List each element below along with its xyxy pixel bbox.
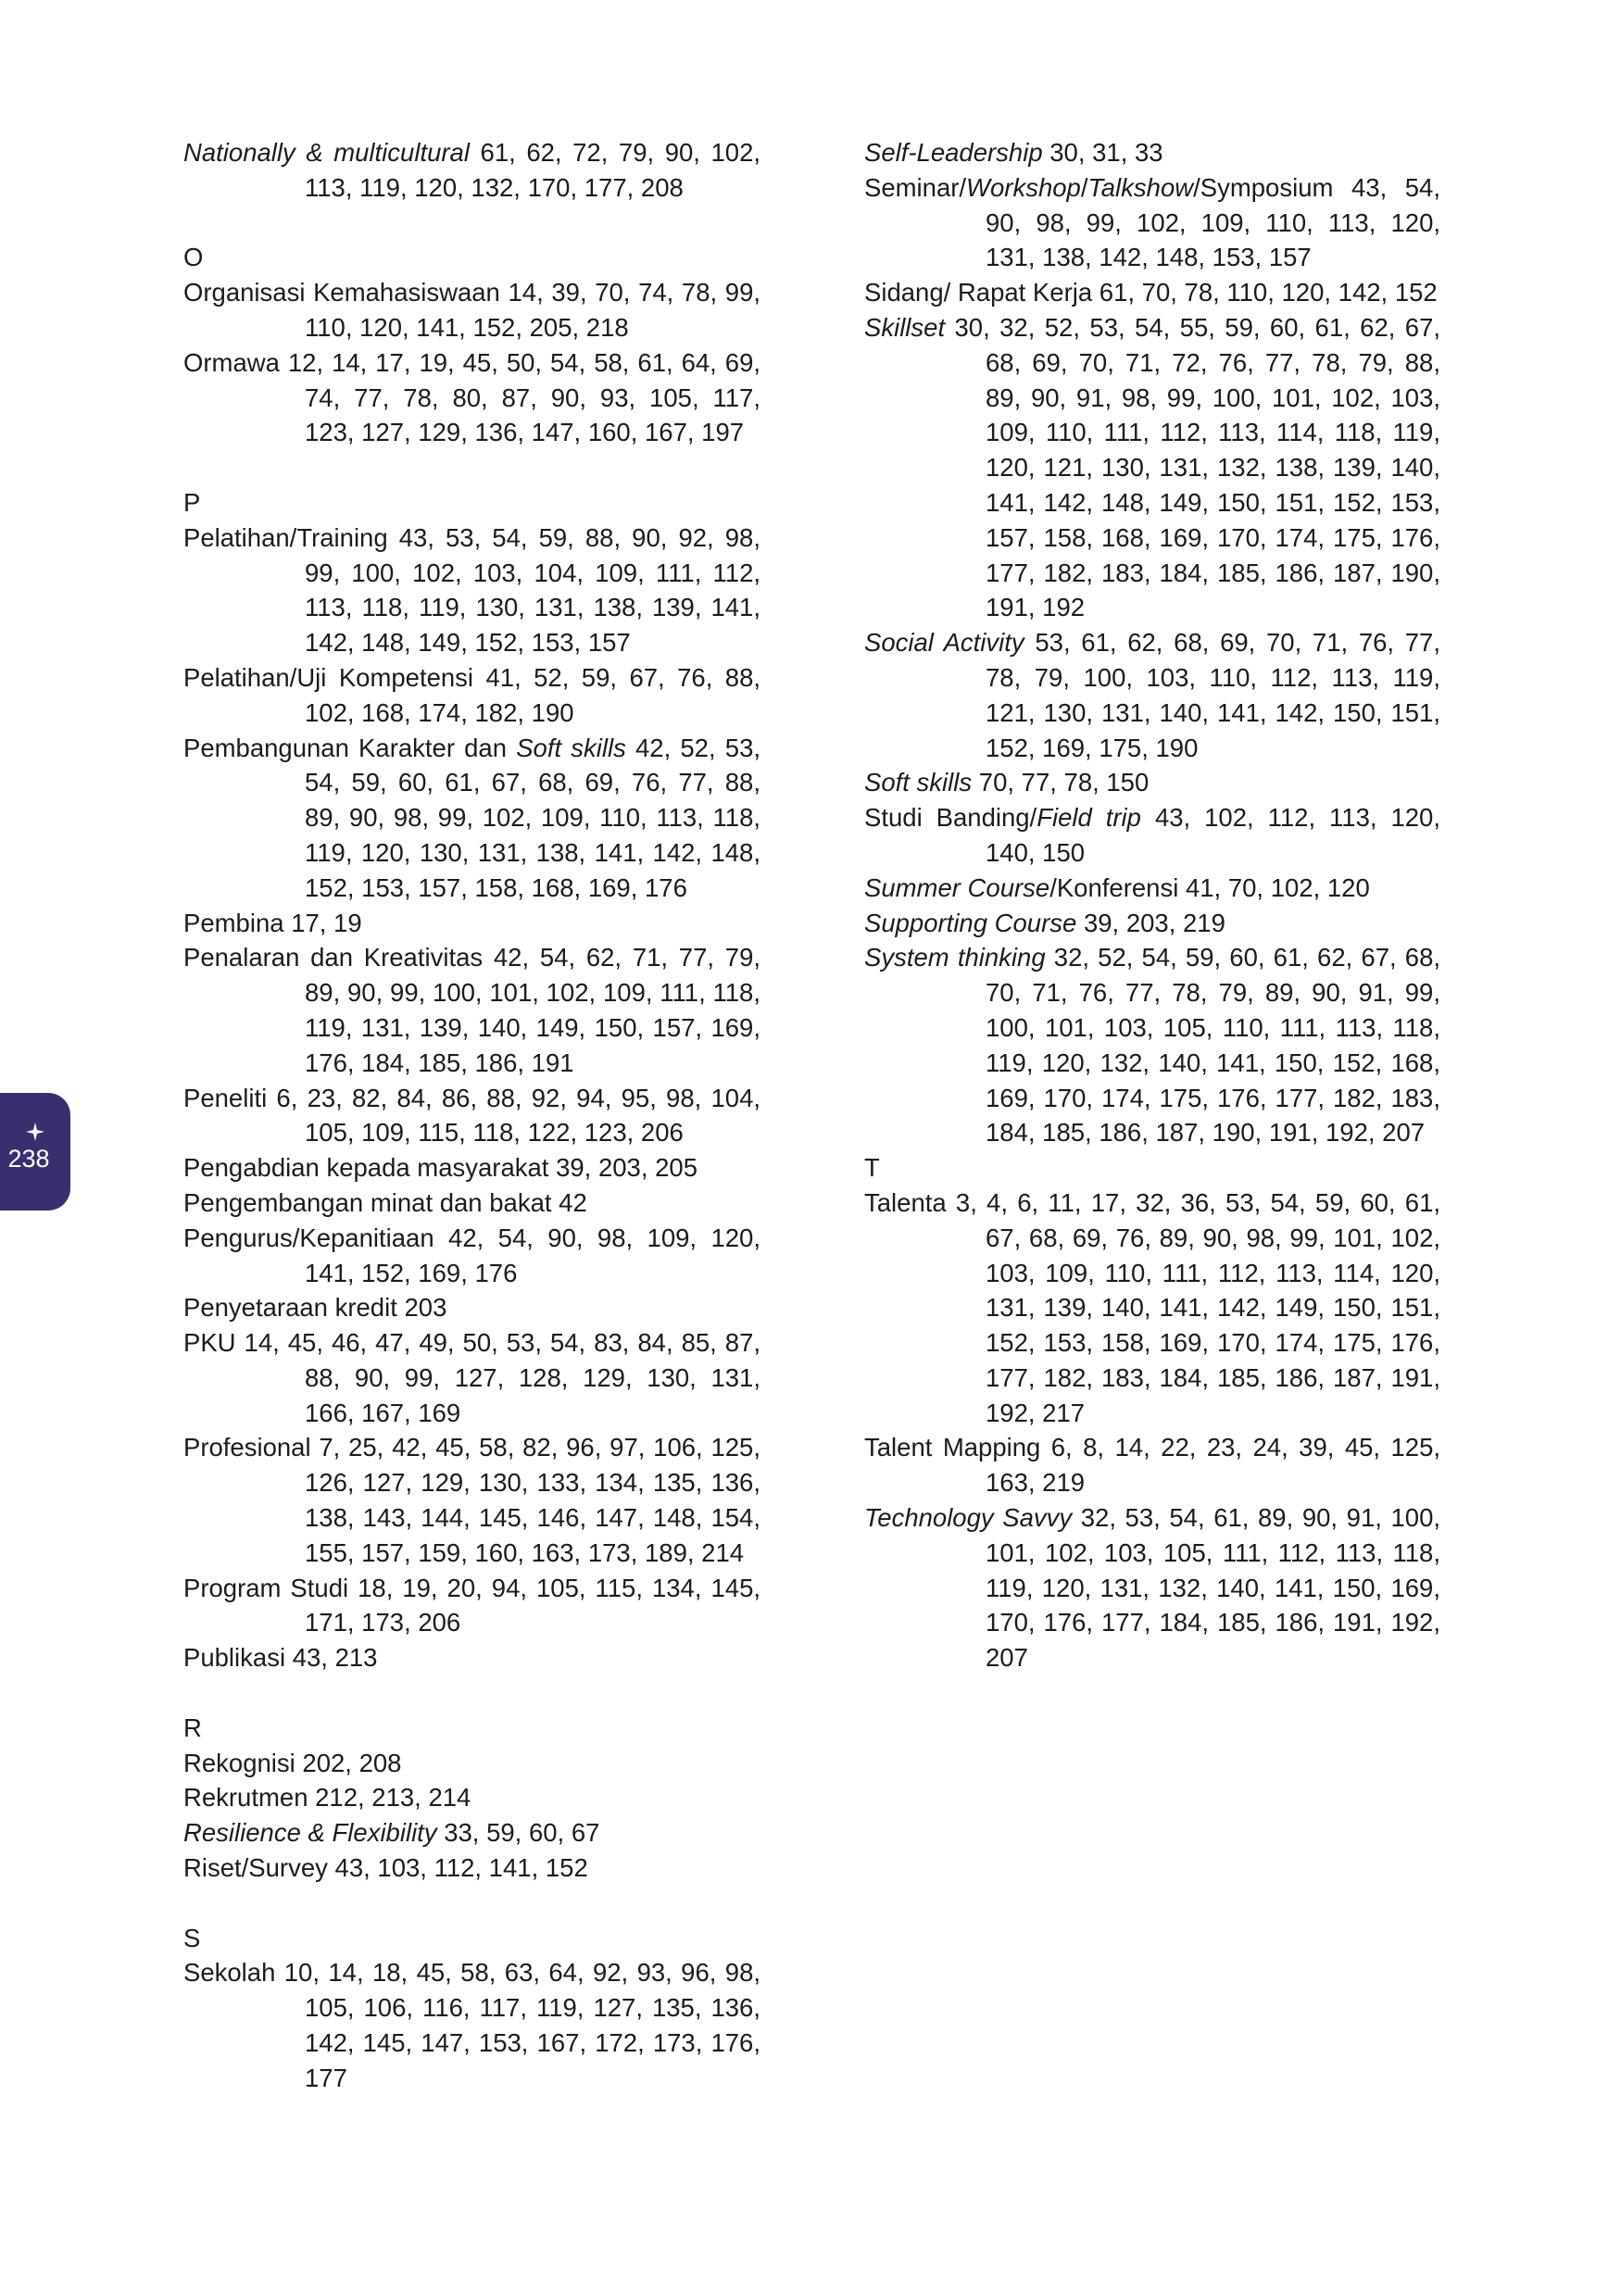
index-term: Pembangunan Karakter dan xyxy=(183,733,517,762)
index-page-refs: 42, 54, 90, 98, 109, 120, 141, 152, 169, 176 xyxy=(305,1223,760,1287)
index-page-refs: 203 xyxy=(404,1293,447,1323)
index-page-refs: 14, 39, 70, 74, 78, 99, 110, 120, 141, 152, 205, 218 xyxy=(305,278,761,342)
index-entry xyxy=(864,1500,1440,1675)
index-entry xyxy=(183,1186,760,1221)
index-column-right xyxy=(864,135,1440,1675)
index-entry xyxy=(864,765,1440,800)
index-entry xyxy=(183,1221,760,1291)
index-page-refs: 61, 62, 72, 79, 90, 102, 113, 119, 120, 132, 170, 177, 208 xyxy=(305,138,761,202)
index-term: Nationally & multicultural xyxy=(183,138,470,167)
index-entry xyxy=(864,275,1440,310)
index-page-refs: 43, 213 xyxy=(292,1643,378,1673)
index-term: Talenta xyxy=(864,1187,947,1217)
index-page-refs: 42, 52, 53, 54, 59, 60, 61, 67, 68, 69, 76, 77, 88, 89, 90, 98, 99, 102, 109, 110, 113, 118, 119, 120, 130, 131, 138, 141, 142, 148, 152, 153, 157, 158, 168, 169, 176 xyxy=(305,733,760,902)
index-page-refs: 39, 203, 205 xyxy=(556,1153,698,1183)
index-term: Sidang/ Rapat Kerja xyxy=(864,278,1093,307)
index-page-refs: 18, 19, 20, 94, 105, 115, 134, 145, 171, 173, 206 xyxy=(305,1573,761,1637)
index-entry xyxy=(183,1290,760,1325)
index-term: Skillset xyxy=(864,312,946,342)
index-page-refs: 53, 61, 62, 68, 69, 70, 71, 76, 77, 78, 79, 100, 103, 110, 112, 113, 119, 121, 130, 131, 140, 141, 142, 150, 151, 152, 169, 175, 190 xyxy=(986,628,1440,762)
index-entry xyxy=(183,1430,760,1570)
index-entry xyxy=(183,731,760,906)
index-page-refs: 6, 23, 82, 84, 86, 88, 92, 94, 95, 98, 104, 105, 109, 115, 118, 122, 123, 206 xyxy=(276,1083,761,1148)
index-term: Pelatihan/Uji Kompetensi xyxy=(183,662,474,692)
index-entry xyxy=(864,310,1440,625)
index-entry xyxy=(183,1851,760,1886)
index-entry xyxy=(864,625,1440,765)
index-term: Talent Mapping xyxy=(864,1433,1041,1462)
index-page-refs: 43, 54, 90, 98, 99, 102, 109, 110, 113, 120, 131, 138, 142, 148, 153, 157 xyxy=(986,172,1440,272)
index-entry xyxy=(864,800,1440,871)
index-entry xyxy=(183,345,760,450)
index-page-refs: 61, 70, 78, 110, 120, 142, 152 xyxy=(1099,278,1438,307)
index-term: Ormawa xyxy=(183,347,280,377)
index-entry xyxy=(183,1150,760,1186)
index-entry xyxy=(864,1186,1440,1431)
index-page-refs: 70, 77, 78, 150 xyxy=(978,768,1150,797)
index-entry xyxy=(183,1746,760,1781)
index-term: Profesional xyxy=(183,1433,311,1462)
index-entry xyxy=(864,940,1440,1150)
index-term: Sekolah xyxy=(183,1958,276,1988)
index-term: Seminar/ xyxy=(864,172,967,202)
index-term: Supporting Course xyxy=(864,908,1077,937)
index-page-refs: 43, 53, 54, 59, 88, 90, 92, 98, 99, 100, 102, 103, 104, 109, 111, 112, 113, 118, 119, 130, 131, 138, 139, 141, 142, 148, 149, 152, 153, 157 xyxy=(305,522,760,658)
index-entry xyxy=(864,135,1440,170)
index-column-left xyxy=(183,135,760,2096)
index-page-refs: 42, 54, 62, 71, 77, 79, 89, 90, 99, 100, 101, 102, 109, 111, 118, 119, 131, 139, 140, 149, 150, 157, 169, 176, 184, 185, 186, 191 xyxy=(305,943,761,1077)
index-term: System thinking xyxy=(864,943,1046,972)
index-entry xyxy=(183,521,760,660)
index-term: Riset/Survey xyxy=(183,1853,328,1883)
index-entry xyxy=(183,1640,760,1675)
index-entry xyxy=(864,871,1440,906)
page-number: 238 xyxy=(7,1145,50,1173)
index-term: Pelatihan/Training xyxy=(183,522,388,552)
index-section-letter: R xyxy=(183,1713,202,1742)
index-entry xyxy=(183,1081,760,1151)
index-term: Technology Savvy xyxy=(864,1503,1073,1533)
index-page-refs: 41, 52, 59, 67, 76, 88, 102, 168, 174, 182, 190 xyxy=(305,662,760,727)
page-number-tab xyxy=(0,1093,70,1211)
index-page-refs: 6, 8, 14, 22, 23, 24, 39, 45, 125, 163, 219 xyxy=(986,1433,1441,1498)
index-page-refs: 30, 32, 52, 53, 54, 55, 59, 60, 61, 62, 67, 68, 69, 70, 71, 72, 76, 77, 78, 79, 88, 89, 90, 91, 98, 99, 100, 101, 102, 103, 109, 110, 111, 112, 113, 114, 118, 119, 120, 121, 130, 131, 132, 138, 139, 140, 141, 142, 148, 149, 150, 151, 152, 153, 157, 158, 168, 169, 170, 174, 175, 176, 177, 182, 183, 184, 185, 186, 187, 190, 191, 192 xyxy=(954,312,1441,622)
index-term: Program Studi xyxy=(183,1573,349,1602)
index-page-refs: 32, 52, 54, 59, 60, 61, 62, 67, 68, 70, 71, 76, 77, 78, 79, 89, 90, 91, 99, 100, 101, 103, 105, 110, 111, 113, 118, 119, 120, 132, 140, 141, 150, 152, 168, 169, 170, 174, 175, 176, 177, 182, 183, 184, 185, 186, 187, 190, 191, 192, 207 xyxy=(986,943,1441,1148)
index-page-refs: 12, 14, 17, 19, 45, 50, 54, 58, 61, 64, 69, 74, 77, 78, 80, 87, 90, 93, 105, 117, 123, 127, 129, 136, 147, 160, 167, 197 xyxy=(287,347,761,447)
index-term: Publikasi xyxy=(183,1643,286,1673)
index-term: Talkshow xyxy=(1087,172,1194,202)
index-entry xyxy=(864,1430,1440,1500)
index-page-refs: 14, 45, 46, 47, 49, 50, 53, 54, 83, 84, 85, 87, 88, 90, 99, 127, 128, 129, 130, 131, 166, 167, 169 xyxy=(244,1328,761,1427)
index-page-refs: 32, 53, 54, 61, 89, 90, 91, 100, 101, 102, 103, 105, 111, 112, 113, 118, 119, 120, 131, 132, 140, 141, 150, 169, 170, 176, 177, 184, 185, 186, 191, 192, 207 xyxy=(986,1503,1441,1673)
index-entry xyxy=(864,170,1440,275)
index-page-refs: 39, 203, 219 xyxy=(1083,908,1225,937)
index-page-refs: 43, 103, 112, 141, 152 xyxy=(334,1853,588,1883)
index-page-refs: 3, 4, 6, 11, 17, 32, 36, 53, 54, 59, 60, 61, 67, 68, 69, 76, 89, 90, 98, 99, 101, 102, 103, 109, 110, 111, 112, 113, 114, 120, 131, 139, 140, 141, 142, 149, 150, 151, 152, 153, 158, 169, 170, 174, 175, 176, 177, 182, 183, 184, 185, 186, 187, 191, 192, 217 xyxy=(955,1187,1441,1427)
index-page-refs: 212, 213, 214 xyxy=(315,1783,471,1813)
sparkle-icon xyxy=(26,1123,44,1141)
index-page-refs: 41, 70, 102, 120 xyxy=(1185,872,1370,902)
index-entry xyxy=(183,906,760,941)
index-term: Pengembangan minat dan bakat xyxy=(183,1187,552,1217)
index-page-refs: 42 xyxy=(559,1187,587,1217)
index-term: /Symposium xyxy=(1193,172,1334,202)
index-term: Rekrutmen xyxy=(183,1783,308,1813)
index-entry xyxy=(183,1325,760,1430)
index-term: Peneliti xyxy=(183,1083,268,1112)
index-page-refs: 7, 25, 42, 45, 58, 82, 96, 97, 106, 125, 126, 127, 129, 130, 133, 134, 135, 136, 138, 143, 144, 145, 146, 147, 148, 154, 155, 157, 159, 160, 163, 173, 189, 214 xyxy=(305,1433,760,1567)
index-term: Field trip xyxy=(1037,803,1141,833)
index-term: Rekognisi xyxy=(183,1748,295,1777)
index-term: Pengabdian kepada masyarakat xyxy=(183,1153,549,1183)
index-section-letter: O xyxy=(183,243,204,272)
index-term: PKU xyxy=(183,1328,236,1358)
index-term: Workshop xyxy=(966,172,1081,202)
index-term: Self-Leadership xyxy=(864,138,1043,167)
index-section-letter: P xyxy=(183,487,201,517)
index-term: Resilience & Flexibility xyxy=(183,1818,437,1848)
index-entry xyxy=(183,1955,760,2095)
index-page-refs: 10, 14, 18, 45, 58, 63, 64, 92, 93, 96, 98, 105, 106, 116, 117, 119, 127, 135, 136, 142, 145, 147, 153, 167, 172, 173, 176, 177 xyxy=(283,1958,761,2092)
index-entry xyxy=(183,135,760,206)
index-page-refs: 202, 208 xyxy=(302,1748,402,1777)
index-entry xyxy=(183,1780,760,1815)
index-term: Soft skills xyxy=(864,768,973,797)
index-term: Studi Banding/ xyxy=(864,803,1037,833)
index-term: Summer Course xyxy=(864,872,1050,902)
index-page-refs: 30, 31, 33 xyxy=(1049,138,1163,167)
index-term: Penalaran dan Kreativitas xyxy=(183,943,484,972)
index-term: /Konferensi xyxy=(1049,872,1179,902)
index-page-refs: 17, 19 xyxy=(291,908,362,937)
index-term: Social Activity xyxy=(864,628,1024,658)
index-term: Pengurus/Kepanitiaan xyxy=(183,1223,434,1252)
index-entry xyxy=(183,940,760,1080)
index-entry xyxy=(183,275,760,345)
index-entry xyxy=(183,660,760,731)
index-term: Penyetaraan kredit xyxy=(183,1293,397,1323)
index-section-letter: T xyxy=(864,1153,880,1183)
index-term: / xyxy=(1080,172,1088,202)
index-term: Organisasi Kemahasiswaan xyxy=(183,278,500,307)
index-term: Soft skills xyxy=(516,733,626,762)
index-entry xyxy=(864,906,1440,941)
index-entry xyxy=(183,1815,760,1851)
index-entry xyxy=(183,1571,760,1641)
index-page-refs: 33, 59, 60, 67 xyxy=(444,1818,600,1848)
index-section-letter: S xyxy=(183,1923,201,1952)
index-page-refs: 43, 102, 112, 113, 120, 140, 150 xyxy=(986,803,1440,867)
index-term: Pembina xyxy=(183,908,284,937)
